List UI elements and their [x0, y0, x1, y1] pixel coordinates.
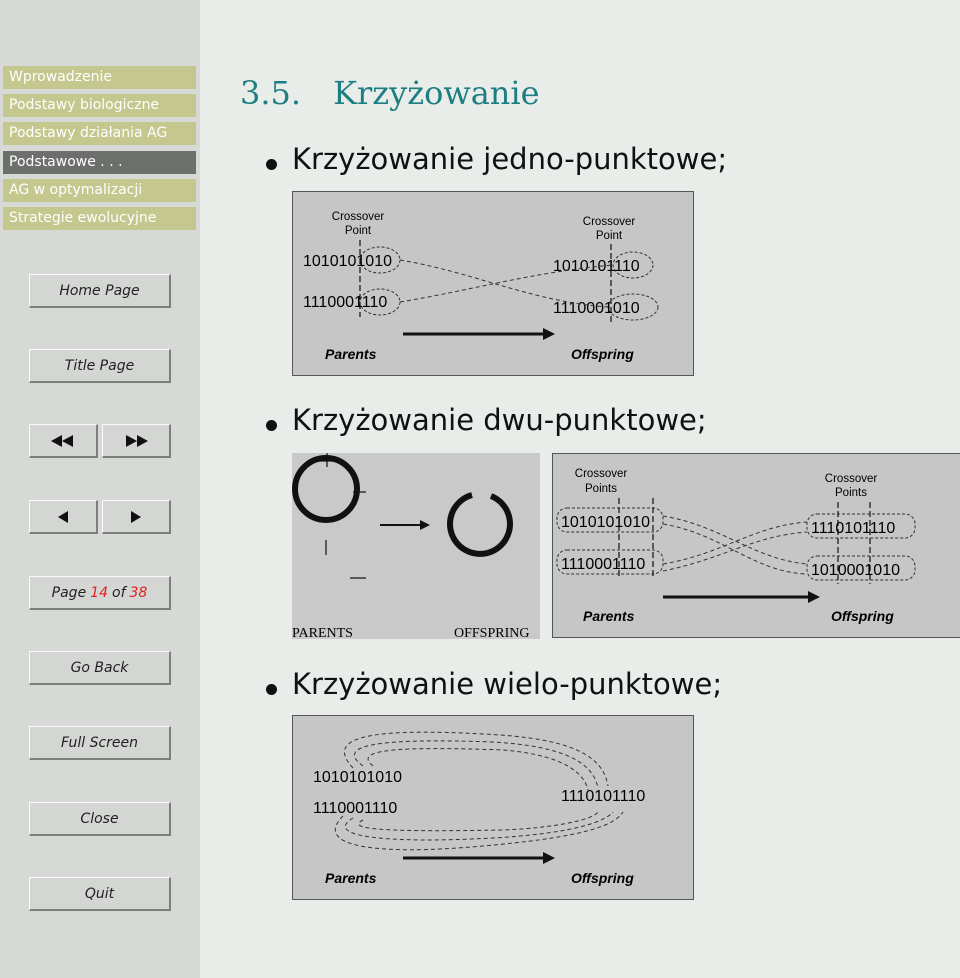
- go-back-button[interactable]: Go Back: [29, 651, 171, 685]
- section-heading: [240, 74, 540, 112]
- nav-item-ag-optymalizacji[interactable]: AG w optymalizacji: [3, 179, 196, 202]
- crossover-label: Crossover: [582, 216, 636, 228]
- circle-crossover-figure: [292, 453, 540, 639]
- parents-label: Parents: [325, 870, 377, 886]
- parent-1-string: 1010101010: [303, 253, 392, 270]
- parent-2-string: 1110001110: [561, 556, 646, 573]
- page-total: 38: [129, 584, 148, 601]
- first-page-button[interactable]: [29, 424, 98, 458]
- crossover-label: Point: [595, 230, 623, 242]
- multi-point-crossover-diagram: [293, 716, 693, 899]
- nav-item-wprowadzenie[interactable]: Wprowadzenie: [3, 66, 196, 89]
- parent-1-string: 1010101010: [313, 769, 402, 786]
- bullet-dot: [266, 684, 277, 695]
- crossover-label: Points: [835, 487, 867, 499]
- multi-point-crossover-figure: [292, 715, 694, 900]
- one-point-crossover-diagram: [293, 192, 693, 375]
- parent-2-string: 1110001110: [313, 800, 398, 817]
- right-arrow-icon: [129, 510, 143, 524]
- crossover-label: Crossover: [824, 473, 878, 485]
- parents-label: Parents: [325, 346, 377, 362]
- slide-content: [200, 0, 960, 978]
- parent-2-string: 1110001110: [303, 294, 388, 311]
- bullet-multi-point: Krzyżowanie wielo-punktowe;: [292, 667, 723, 701]
- home-page-button[interactable]: Home Page: [29, 274, 171, 308]
- page-current: 14: [90, 584, 109, 601]
- child-string: 1110101110: [561, 788, 646, 805]
- page-prefix: Page: [51, 584, 87, 601]
- double-left-arrow-icon: [49, 434, 77, 448]
- next-page-button[interactable]: [102, 500, 171, 534]
- offspring-label: Offspring: [571, 870, 634, 886]
- offspring-caption: OFFSPRING: [454, 626, 530, 639]
- bullet-dot: [266, 159, 277, 170]
- title-page-button[interactable]: Title Page: [29, 349, 171, 383]
- crossover-label: Points: [585, 483, 617, 495]
- child-1-string: 1110101110: [811, 520, 896, 537]
- bullet-two-point: Krzyżowanie dwu-punktowe;: [292, 403, 707, 437]
- parent-1-string: 1010101010: [561, 514, 650, 531]
- bullet-one-point: Krzyżowanie jedno-punktowe;: [292, 142, 728, 176]
- crossover-label: Crossover: [574, 468, 628, 480]
- quit-button[interactable]: Quit: [29, 877, 171, 911]
- nav-item-podstawy-dzialania[interactable]: Podstawy działania AG: [3, 122, 196, 145]
- navigation-sidebar: [0, 0, 200, 978]
- child-2-string: 1010001010: [811, 562, 900, 579]
- crossover-label: Point: [344, 225, 372, 237]
- two-point-crossover-figure: [552, 453, 960, 638]
- bullet-dot: [266, 420, 277, 431]
- crossover-label: Crossover: [331, 211, 385, 223]
- offspring-label: Offspring: [571, 346, 634, 362]
- close-button[interactable]: Close: [29, 802, 171, 836]
- circle-crossover-diagram: [292, 453, 540, 639]
- prev-page-button[interactable]: [29, 500, 98, 534]
- section-title: Krzyżowanie: [333, 74, 540, 112]
- nav-item-podstawy-biologiczne[interactable]: Podstawy biologiczne: [3, 94, 196, 117]
- two-point-crossover-diagram: [553, 454, 960, 637]
- parents-caption: PARENTS: [292, 626, 353, 639]
- page-indicator: [29, 576, 171, 610]
- one-point-crossover-figure: [292, 191, 694, 376]
- last-page-button[interactable]: [102, 424, 171, 458]
- nav-item-strategie-ewolucyjne[interactable]: Strategie ewolucyjne: [3, 207, 196, 230]
- full-screen-button[interactable]: Full Screen: [29, 726, 171, 760]
- offspring-label: Offspring: [831, 608, 894, 624]
- child-2-string: 1110001010: [553, 300, 640, 317]
- double-right-arrow-icon: [122, 434, 150, 448]
- child-1-string: 1010101110: [553, 258, 640, 275]
- page-of: of: [112, 584, 126, 601]
- parents-label: Parents: [583, 608, 635, 624]
- section-number: 3.5.: [240, 74, 302, 112]
- nav-item-podstawowe[interactable]: Podstawowe . . .: [3, 151, 196, 174]
- left-arrow-icon: [56, 510, 70, 524]
